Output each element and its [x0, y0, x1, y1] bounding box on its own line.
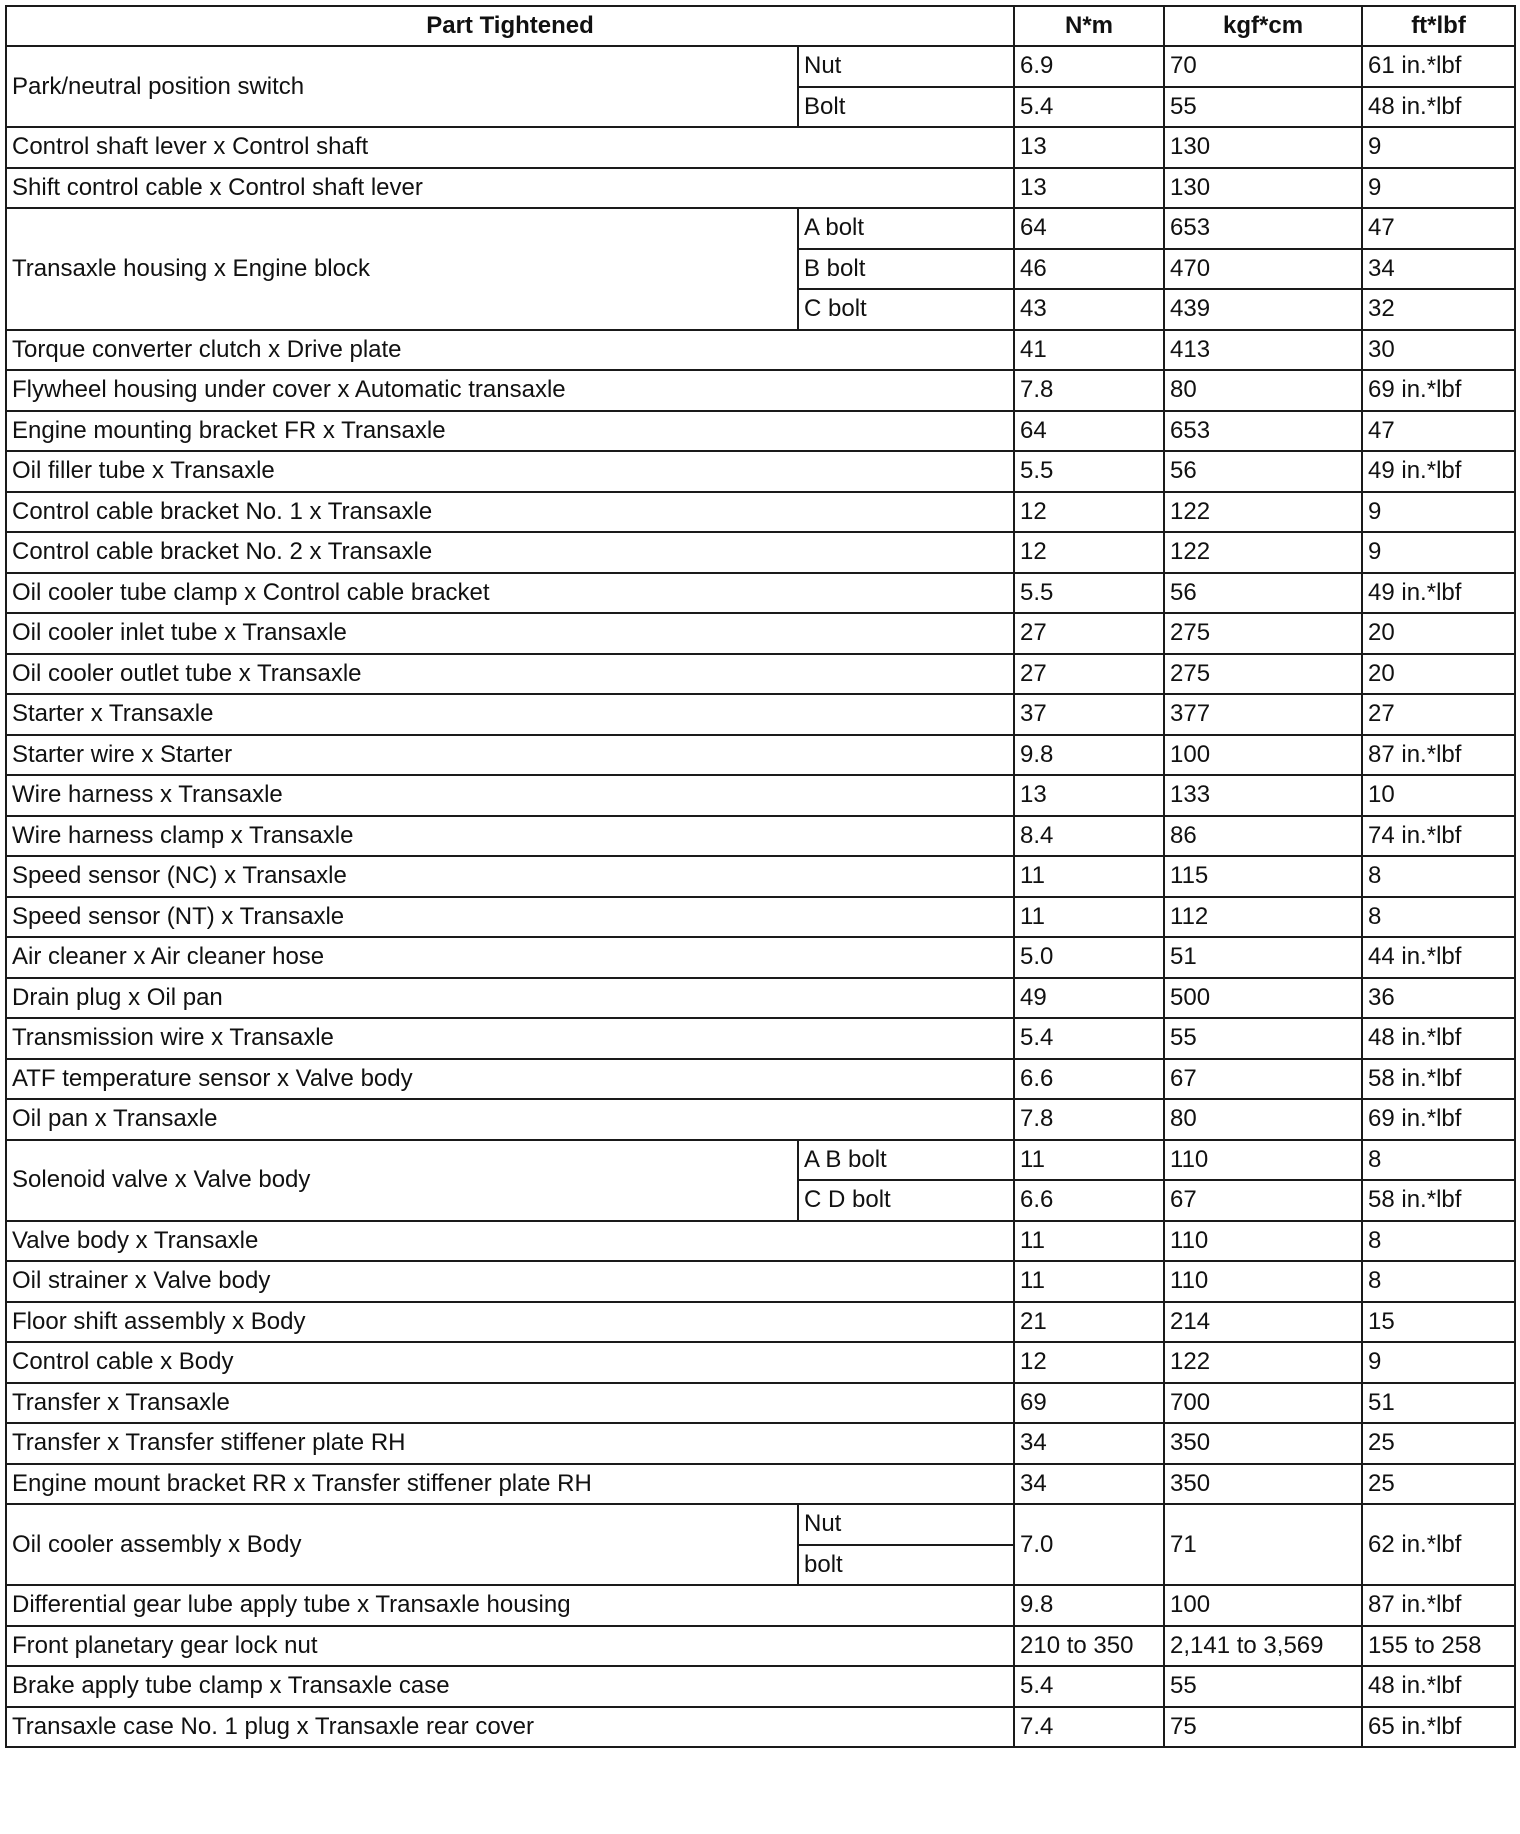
- fastener-cell: Bolt: [798, 87, 1014, 128]
- table-row: [6, 46, 1515, 87]
- table-row: [6, 208, 1515, 249]
- ftlbf-cell: 87 in.*lbf: [1362, 735, 1515, 776]
- ftlbf-cell: 27: [1362, 694, 1515, 735]
- table-row: [6, 654, 1515, 695]
- nm-cell: 12: [1014, 1342, 1164, 1383]
- ftlbf-cell: 74 in.*lbf: [1362, 816, 1515, 857]
- header-kgfcm: kgf*cm: [1164, 6, 1362, 46]
- part-cell: Oil cooler tube clamp x Control cable bracket: [6, 573, 1014, 614]
- fastener-cell: C bolt: [798, 289, 1014, 330]
- kgfcm-cell: 75: [1164, 1707, 1362, 1748]
- nm-cell: 27: [1014, 613, 1164, 654]
- table-row: [6, 816, 1515, 857]
- ftlbf-cell: 34: [1362, 249, 1515, 290]
- nm-cell: 13: [1014, 127, 1164, 168]
- part-cell: Control cable bracket No. 1 x Transaxle: [6, 492, 1014, 533]
- nm-cell: 46: [1014, 249, 1164, 290]
- kgfcm-cell: 130: [1164, 127, 1362, 168]
- fastener-cell: B bolt: [798, 249, 1014, 290]
- table-row: [6, 613, 1515, 654]
- fastener-cell: A B bolt: [798, 1140, 1014, 1181]
- part-cell: Control shaft lever x Control shaft: [6, 127, 1014, 168]
- fastener-cell: Nut: [798, 1504, 1014, 1545]
- ftlbf-cell: 25: [1362, 1423, 1515, 1464]
- kgfcm-cell: 350: [1164, 1464, 1362, 1505]
- ftlbf-cell: 32: [1362, 289, 1515, 330]
- nm-cell: 210 to 350: [1014, 1626, 1164, 1667]
- part-cell: Differential gear lube apply tube x Transaxle housing: [6, 1585, 1014, 1626]
- nm-cell: 21: [1014, 1302, 1164, 1343]
- nm-cell: 13: [1014, 168, 1164, 209]
- table-row: [6, 1099, 1515, 1140]
- kgfcm-cell: 653: [1164, 208, 1362, 249]
- nm-cell: 64: [1014, 411, 1164, 452]
- header-ftlbf: ft*lbf: [1362, 6, 1515, 46]
- kgfcm-cell: 122: [1164, 532, 1362, 573]
- nm-cell: 7.8: [1014, 1099, 1164, 1140]
- nm-cell: 5.0: [1014, 937, 1164, 978]
- part-cell: Transaxle housing x Engine block: [6, 208, 798, 330]
- nm-cell: 5.4: [1014, 87, 1164, 128]
- kgfcm-cell: 214: [1164, 1302, 1362, 1343]
- table-row: [6, 1342, 1515, 1383]
- table-row: [6, 978, 1515, 1019]
- nm-cell: 43: [1014, 289, 1164, 330]
- ftlbf-cell: 87 in.*lbf: [1362, 1585, 1515, 1626]
- part-cell: Drain plug x Oil pan: [6, 978, 1014, 1019]
- part-cell: Oil cooler assembly x Body: [6, 1504, 798, 1585]
- kgfcm-cell: 122: [1164, 492, 1362, 533]
- nm-cell: 11: [1014, 1221, 1164, 1262]
- part-cell: Wire harness clamp x Transaxle: [6, 816, 1014, 857]
- nm-cell: 11: [1014, 897, 1164, 938]
- kgfcm-cell: 130: [1164, 168, 1362, 209]
- part-cell: ATF temperature sensor x Valve body: [6, 1059, 1014, 1100]
- kgfcm-cell: 500: [1164, 978, 1362, 1019]
- part-cell: Oil cooler inlet tube x Transaxle: [6, 613, 1014, 654]
- table-row: [6, 897, 1515, 938]
- nm-cell: 9.8: [1014, 735, 1164, 776]
- table-row: [6, 1059, 1515, 1100]
- kgfcm-cell: 110: [1164, 1221, 1362, 1262]
- nm-cell: 5.5: [1014, 451, 1164, 492]
- kgfcm-cell: 80: [1164, 370, 1362, 411]
- ftlbf-cell: 9: [1362, 127, 1515, 168]
- part-cell: Flywheel housing under cover x Automatic transaxle: [6, 370, 1014, 411]
- part-cell: Solenoid valve x Valve body: [6, 1140, 798, 1221]
- ftlbf-cell: 155 to 258: [1362, 1626, 1515, 1667]
- nm-cell: 11: [1014, 1140, 1164, 1181]
- ftlbf-cell: 48 in.*lbf: [1362, 1666, 1515, 1707]
- kgfcm-cell: 67: [1164, 1180, 1362, 1221]
- ftlbf-cell: 58 in.*lbf: [1362, 1059, 1515, 1100]
- kgfcm-cell: 2,141 to 3,569: [1164, 1626, 1362, 1667]
- kgfcm-cell: 55: [1164, 1018, 1362, 1059]
- part-cell: Oil pan x Transaxle: [6, 1099, 1014, 1140]
- fastener-cell: C D bolt: [798, 1180, 1014, 1221]
- table-body: [6, 46, 1515, 1747]
- fastener-cell: Nut: [798, 46, 1014, 87]
- part-cell: Brake apply tube clamp x Transaxle case: [6, 1666, 1014, 1707]
- part-cell: Speed sensor (NT) x Transaxle: [6, 897, 1014, 938]
- nm-cell: 13: [1014, 775, 1164, 816]
- table-row: [6, 330, 1515, 371]
- kgfcm-cell: 100: [1164, 1585, 1362, 1626]
- table-row: [6, 937, 1515, 978]
- table-row: [6, 694, 1515, 735]
- fastener-cell: A bolt: [798, 208, 1014, 249]
- part-cell: Shift control cable x Control shaft lever: [6, 168, 1014, 209]
- nm-cell: 7.8: [1014, 370, 1164, 411]
- table-row: [6, 1464, 1515, 1505]
- table-row: [6, 370, 1515, 411]
- table-row: [6, 1302, 1515, 1343]
- torque-spec-table: [5, 5, 1516, 1748]
- kgfcm-cell: 110: [1164, 1261, 1362, 1302]
- part-cell: Control cable x Body: [6, 1342, 1014, 1383]
- table-row: [6, 1018, 1515, 1059]
- ftlbf-cell: 48 in.*lbf: [1362, 1018, 1515, 1059]
- table-row: [6, 492, 1515, 533]
- table-row: [6, 1140, 1515, 1181]
- ftlbf-cell: 51: [1362, 1383, 1515, 1424]
- table-row: [6, 532, 1515, 573]
- kgfcm-cell: 71: [1164, 1504, 1362, 1585]
- fastener-cell: bolt: [798, 1545, 1014, 1586]
- part-cell: Engine mounting bracket FR x Transaxle: [6, 411, 1014, 452]
- kgfcm-cell: 110: [1164, 1140, 1362, 1181]
- nm-cell: 9.8: [1014, 1585, 1164, 1626]
- part-cell: Valve body x Transaxle: [6, 1221, 1014, 1262]
- table-row: [6, 1707, 1515, 1748]
- ftlbf-cell: 9: [1362, 532, 1515, 573]
- nm-cell: 12: [1014, 492, 1164, 533]
- header-nm: N*m: [1014, 6, 1164, 46]
- ftlbf-cell: 25: [1362, 1464, 1515, 1505]
- table-row: [6, 411, 1515, 452]
- nm-cell: 7.0: [1014, 1504, 1164, 1585]
- ftlbf-cell: 69 in.*lbf: [1362, 370, 1515, 411]
- part-cell: Starter wire x Starter: [6, 735, 1014, 776]
- kgfcm-cell: 56: [1164, 573, 1362, 614]
- ftlbf-cell: 49 in.*lbf: [1362, 573, 1515, 614]
- nm-cell: 64: [1014, 208, 1164, 249]
- part-cell: Transaxle case No. 1 plug x Transaxle rear cover: [6, 1707, 1014, 1748]
- table-row: [6, 573, 1515, 614]
- nm-cell: 6.6: [1014, 1180, 1164, 1221]
- ftlbf-cell: 8: [1362, 1140, 1515, 1181]
- part-cell: Transfer x Transfer stiffener plate RH: [6, 1423, 1014, 1464]
- part-cell: Transmission wire x Transaxle: [6, 1018, 1014, 1059]
- part-cell: Oil filler tube x Transaxle: [6, 451, 1014, 492]
- nm-cell: 27: [1014, 654, 1164, 695]
- header-part-tightened: Part Tightened: [6, 6, 1014, 46]
- ftlbf-cell: 61 in.*lbf: [1362, 46, 1515, 87]
- table-row: [6, 1585, 1515, 1626]
- kgfcm-cell: 70: [1164, 46, 1362, 87]
- nm-cell: 12: [1014, 532, 1164, 573]
- table-row: [6, 1504, 1515, 1545]
- nm-cell: 6.6: [1014, 1059, 1164, 1100]
- nm-cell: 34: [1014, 1423, 1164, 1464]
- nm-cell: 11: [1014, 1261, 1164, 1302]
- nm-cell: 5.5: [1014, 573, 1164, 614]
- ftlbf-cell: 8: [1362, 1261, 1515, 1302]
- table-row: [6, 735, 1515, 776]
- ftlbf-cell: 8: [1362, 856, 1515, 897]
- ftlbf-cell: 10: [1362, 775, 1515, 816]
- ftlbf-cell: 15: [1362, 1302, 1515, 1343]
- nm-cell: 49: [1014, 978, 1164, 1019]
- ftlbf-cell: 58 in.*lbf: [1362, 1180, 1515, 1221]
- part-cell: Engine mount bracket RR x Transfer stiffener plate RH: [6, 1464, 1014, 1505]
- kgfcm-cell: 80: [1164, 1099, 1362, 1140]
- table-row: [6, 1261, 1515, 1302]
- kgfcm-cell: 275: [1164, 654, 1362, 695]
- kgfcm-cell: 115: [1164, 856, 1362, 897]
- part-cell: Air cleaner x Air cleaner hose: [6, 937, 1014, 978]
- nm-cell: 37: [1014, 694, 1164, 735]
- ftlbf-cell: 8: [1362, 1221, 1515, 1262]
- table-row: [6, 775, 1515, 816]
- nm-cell: 8.4: [1014, 816, 1164, 857]
- ftlbf-cell: 65 in.*lbf: [1362, 1707, 1515, 1748]
- table-row: [6, 1626, 1515, 1667]
- kgfcm-cell: 55: [1164, 87, 1362, 128]
- kgfcm-cell: 100: [1164, 735, 1362, 776]
- kgfcm-cell: 653: [1164, 411, 1362, 452]
- kgfcm-cell: 55: [1164, 1666, 1362, 1707]
- table-row: [6, 1221, 1515, 1262]
- ftlbf-cell: 30: [1362, 330, 1515, 371]
- kgfcm-cell: 67: [1164, 1059, 1362, 1100]
- table-row: [6, 127, 1515, 168]
- part-cell: Front planetary gear lock nut: [6, 1626, 1014, 1667]
- part-cell: Wire harness x Transaxle: [6, 775, 1014, 816]
- ftlbf-cell: 9: [1362, 492, 1515, 533]
- part-cell: Torque converter clutch x Drive plate: [6, 330, 1014, 371]
- ftlbf-cell: 44 in.*lbf: [1362, 937, 1515, 978]
- ftlbf-cell: 36: [1362, 978, 1515, 1019]
- ftlbf-cell: 48 in.*lbf: [1362, 87, 1515, 128]
- nm-cell: 5.4: [1014, 1666, 1164, 1707]
- table-row: [6, 1666, 1515, 1707]
- part-cell: Transfer x Transaxle: [6, 1383, 1014, 1424]
- table-row: [6, 856, 1515, 897]
- part-cell: Control cable bracket No. 2 x Transaxle: [6, 532, 1014, 573]
- kgfcm-cell: 122: [1164, 1342, 1362, 1383]
- part-cell: Starter x Transaxle: [6, 694, 1014, 735]
- ftlbf-cell: 9: [1362, 1342, 1515, 1383]
- nm-cell: 11: [1014, 856, 1164, 897]
- ftlbf-cell: 47: [1362, 411, 1515, 452]
- ftlbf-cell: 69 in.*lbf: [1362, 1099, 1515, 1140]
- ftlbf-cell: 49 in.*lbf: [1362, 451, 1515, 492]
- table-row: [6, 168, 1515, 209]
- nm-cell: 34: [1014, 1464, 1164, 1505]
- kgfcm-cell: 377: [1164, 694, 1362, 735]
- ftlbf-cell: 20: [1362, 654, 1515, 695]
- part-cell: Floor shift assembly x Body: [6, 1302, 1014, 1343]
- kgfcm-cell: 112: [1164, 897, 1362, 938]
- kgfcm-cell: 413: [1164, 330, 1362, 371]
- table-row: [6, 451, 1515, 492]
- part-cell: Park/neutral position switch: [6, 46, 798, 127]
- nm-cell: 7.4: [1014, 1707, 1164, 1748]
- kgfcm-cell: 350: [1164, 1423, 1362, 1464]
- ftlbf-cell: 9: [1362, 168, 1515, 209]
- table-row: [6, 1383, 1515, 1424]
- ftlbf-cell: 20: [1362, 613, 1515, 654]
- kgfcm-cell: 275: [1164, 613, 1362, 654]
- part-cell: Speed sensor (NC) x Transaxle: [6, 856, 1014, 897]
- header-row: [6, 6, 1515, 46]
- ftlbf-cell: 62 in.*lbf: [1362, 1504, 1515, 1585]
- nm-cell: 5.4: [1014, 1018, 1164, 1059]
- nm-cell: 6.9: [1014, 46, 1164, 87]
- nm-cell: 69: [1014, 1383, 1164, 1424]
- kgfcm-cell: 133: [1164, 775, 1362, 816]
- kgfcm-cell: 470: [1164, 249, 1362, 290]
- ftlbf-cell: 47: [1362, 208, 1515, 249]
- part-cell: Oil cooler outlet tube x Transaxle: [6, 654, 1014, 695]
- ftlbf-cell: 8: [1362, 897, 1515, 938]
- nm-cell: 41: [1014, 330, 1164, 371]
- kgfcm-cell: 51: [1164, 937, 1362, 978]
- part-cell: Oil strainer x Valve body: [6, 1261, 1014, 1302]
- kgfcm-cell: 56: [1164, 451, 1362, 492]
- kgfcm-cell: 700: [1164, 1383, 1362, 1424]
- kgfcm-cell: 86: [1164, 816, 1362, 857]
- kgfcm-cell: 439: [1164, 289, 1362, 330]
- table-row: [6, 1423, 1515, 1464]
